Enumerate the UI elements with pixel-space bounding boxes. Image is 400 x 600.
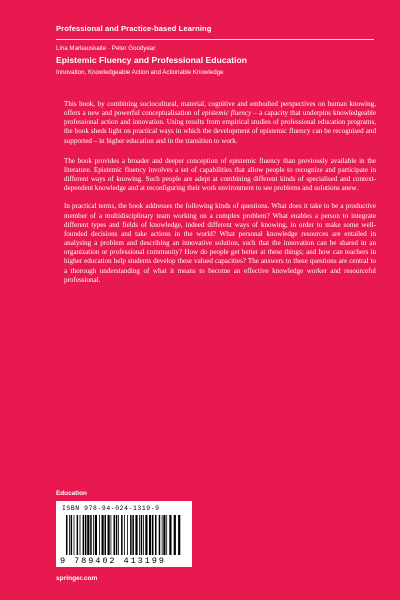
back-cover-blurb <box>64 100 376 294</box>
blurb-p1-emphasis: epistemic fluency <box>201 109 252 118</box>
blurb-paragraph-3: In practical terms, the book addresses the following kinds of questions. What does it take to be a productive member of a multidisciplinary team working on a complex problem? What enables a person to integrate different types and fields of knowledge, indeed different ways of knowing, in order to make some well-founded decisions and take actions in the world? What personal knowledge resources are entailed in analysing a problem and describing an innovative solution, such that the innovation can be shared in an organization or professional community? How do people get better at these things; and how can teachers in higher education help students develop these valued capacities? The answers to these questions are central to a thorough understanding of what it means to become an effective knowledge worker and resourceful professional. <box>64 202 376 284</box>
book-subtitle: Innovation, Knowledgeable Action and Actionable Knowledge <box>56 69 224 76</box>
blurb-p1-text-start: This book, by combining sociocultural, material, cognitive and embodied perspectives on human knowing, offers a new and powerful conceptualisation of <box>64 100 376 118</box>
blurb-paragraph-2: The book provides a broader and deeper conception of epistemic fluency than previously available in the literature. Epistemic fluency involves a set of capabilities that allow people to recognize and participate in different ways of knowing. Such people are adept at combining different kinds of specialised and context-dependent knowledge and at reconfiguring their work environment to see problems and solutions anew. <box>64 156 376 193</box>
blurb-paragraph-1 <box>64 100 376 146</box>
book-title: Epistemic Fluency and Professional Education <box>56 55 248 65</box>
barcode-digits: 9 789402 413199 <box>60 556 166 566</box>
isbn-label: ISBN 978-94-024-1319-9 <box>62 505 160 512</box>
barcode-panel <box>56 501 192 567</box>
publisher-website: springer.com <box>56 575 98 582</box>
blurb-p1-text-end: – a capacity that underpins knowledgeable professional action and innovation. Using results from empirical studies of professional education programs, the book sheds light on practical ways in which the development of epistemic fluency can be recognised and supported – in higher education and in the transition to work. <box>64 109 376 145</box>
barcode-icon <box>66 515 182 555</box>
series-name: Professional and Practice-based Learning <box>56 24 212 33</box>
authors: Lina Markauskaite · Peter Goodyear <box>56 45 156 52</box>
subject-category: Education <box>56 490 87 497</box>
header-divider <box>56 39 374 40</box>
